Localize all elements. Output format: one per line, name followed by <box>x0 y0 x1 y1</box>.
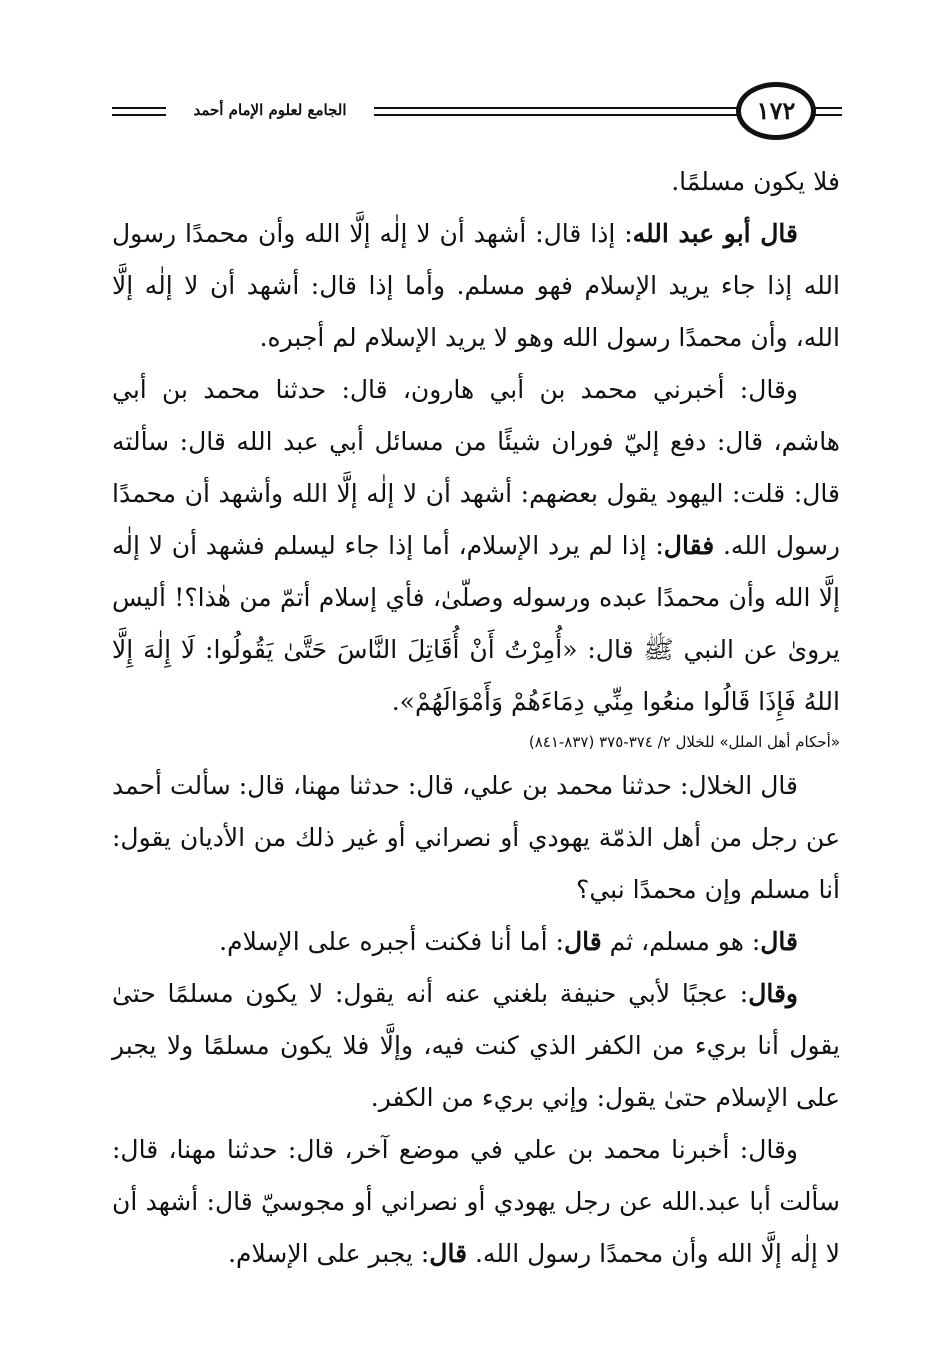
paragraph-2 <box>112 208 840 364</box>
speaker-label: قال <box>760 927 798 956</box>
paragraph-7-text-end: : يجبر على الإسلام. <box>228 1239 430 1268</box>
running-title: الجامع لعلوم الإمام أحمد <box>193 101 347 119</box>
paragraph-4: قال الخلال: حدثنا محمد بن علي، قال: حدثنا مهنا، قال: سألت أحمد عن رجل من أهل الذمّة يهودي أو نصراني أو غير ذلك من الأديان يقول: أنا مسلم وإن محمدًا نبي؟ <box>112 771 840 904</box>
speaker-label: قال <box>563 927 602 956</box>
page-number-ornament <box>736 82 816 140</box>
header-rule-right <box>812 107 842 116</box>
speaker-label: قال أبو عبد الله <box>632 219 798 248</box>
paragraph-7 <box>112 1124 840 1280</box>
page-number: ١٧٢ <box>756 96 796 125</box>
page-header <box>112 80 842 142</box>
paragraph-6-text: : عجبًا لأبي حنيفة بلغني عنه أنه يقول: لا يكون مسلمًا حتىٰ يقول أنا بريء من الكفر الذي كنت فيه، وإلَّا فلا يكون مسلمًا ولا يجبر على الإسلام حتىٰ يقول: وإني بريء من الكفر. <box>112 979 840 1112</box>
paragraph-7-text: وقال: أخبرنا محمد بن علي في موضع آخر، قال: حدثنا مهنا، قال: سألت أبا عبد.الله عن رجل يهودي أو نصراني أو مجوسيّ قال: أشهد أن لا إلٰه إلَّا الله وأن محمدًا رسول الله. <box>112 1135 840 1268</box>
paragraph-3-text-a: وقال: أخبرني محمد بن أبي هارون، قال: حدثنا محمد بن أبي هاشم، قال: دفع إليّ فوران شيئًا من مسائل أبي عبد الله قال: سألته قال: قلت: اليهود يقول بعضهم: أشهد أن لا إلٰه إلَّا الله وأشهد أن محمدًا رسول الله. <box>112 375 840 560</box>
paragraph-3-text-b: : إذا لم يرد الإسلام، أما إذا جاء ليسلم فشهد أن لا إلٰه إلَّا الله وأن محمدًا عبده ورسوله وصلّىٰ، فأي إسلام أتمّ من هٰذا؟! أليس يروىٰ عن النبي ﷺ قال: «أُمِرْتُ أَنْ أُقَاتِلَ النَّاسَ حَتَّىٰ يَقُولُوا: لَا إِلٰهَ إِلَّا اللهُ فَإِذَا قَالُوا منعُوا مِنِّي دِمَاءَهُمْ وَأَمْوَالَهُمْ». <box>112 531 840 716</box>
paragraph-2-text: : إذا قال: أشهد أن لا إلٰه إلَّا الله وأن محمدًا رسول الله إذا جاء يريد الإسلام فهو مسلم. وأما إذا قال: أشهد أن لا إلٰه إلَّا الله، وأن محمدًا رسول الله وهو لا يريد الإسلام لم أجبره. <box>112 219 840 352</box>
paragraph-1: فلا يكون مسلمًا. <box>671 167 840 196</box>
paragraph-5-text-a: : هو مسلم، ثم <box>601 927 761 956</box>
speaker-label: وقال <box>748 979 798 1008</box>
source-citation: «أحكام أهل الملل» للخلال ٢/ ٣٧٤-٣٧٥ (٨٣٧-٨٤١) <box>528 733 840 751</box>
paragraph-3 <box>112 364 840 728</box>
paragraph-5-text-b: : أما أنا فكنت أجبره على الإسلام. <box>219 927 564 956</box>
header-rule-middle <box>374 107 766 116</box>
paragraph-5 <box>112 916 840 968</box>
header-rule-left <box>112 107 166 116</box>
speaker-label: قال <box>429 1239 468 1268</box>
page-body <box>112 156 840 1280</box>
paragraph-6 <box>112 968 840 1124</box>
speaker-label: فقال <box>663 531 715 560</box>
